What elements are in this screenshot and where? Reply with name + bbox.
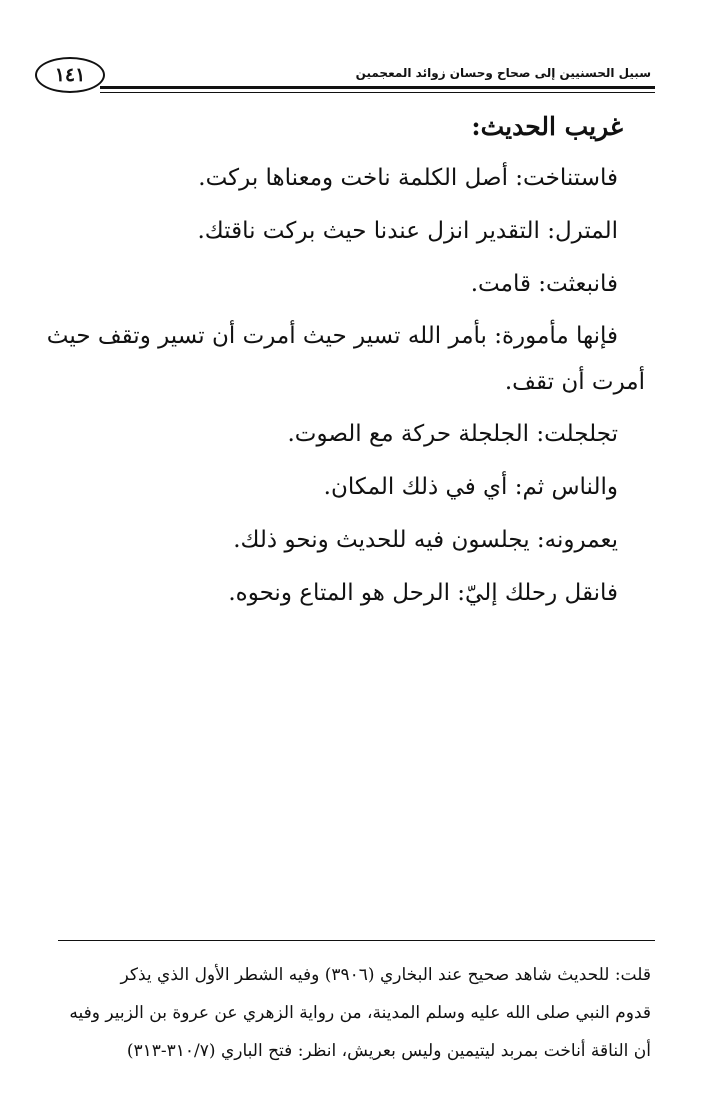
- entry-fainnaha-mamura: [46, 313, 645, 405]
- main-text: [46, 108, 645, 622]
- entry-fanqul-rahlaka: فانقل رحلك إليّ: الرحل هو المتاع ونحوه.: [228, 580, 618, 606]
- entry-yamurunahu: يعمرونه: يجلسون فيه للحديث ونحو ذلك.: [233, 527, 618, 553]
- footnote-rule: [58, 940, 655, 941]
- entry-fastanakhat: فاستناخت: أصل الكلمة ناخت ومعناها بركت.: [198, 165, 618, 191]
- section-heading: غريب الحديث:: [471, 112, 623, 141]
- entry-fainnaha-line-2: أمرت أن تقف.: [504, 369, 645, 395]
- header-rule-thin: [100, 92, 655, 93]
- footnote-line-2: قدوم النبي صلى الله عليه وسلم المدينة، من رواية الزهري عن عروة بن الزبير وفيه: [69, 1003, 651, 1023]
- entry-fainnaha-line-1: فإنها مأمورة: بأمر الله تسير حيث أمرت أن تسير وتقف حيث: [46, 323, 618, 349]
- running-title: سبيل الحسنيين إلى صحاح وحسان زوائد المعجمين: [355, 66, 651, 80]
- entry-tajaljalat: تجلجلت: الجلجلة حركة مع الصوت.: [287, 421, 618, 447]
- footnote-line-3: أن الناقة أناخت بمربد ليتيمين وليس بعريش، انظر: فتح الباري (٣١٠/٧-٣١٣): [126, 1041, 651, 1061]
- entry-almanzil: المترل: التقدير انزل عندنا حيث بركت ناقتك.: [197, 218, 618, 244]
- page-number: [35, 57, 105, 93]
- header-rule-thick: [100, 86, 655, 89]
- entry-wannas-thamma: والناس ثم: أي في ذلك المكان.: [323, 474, 618, 500]
- footnote: [58, 956, 651, 1070]
- entry-fanbaathat: فانبعثت: قامت.: [470, 271, 618, 297]
- footnote-line-1: قلت: للحديث شاهد صحيح عند البخاري (٣٩٠٦) وفيه الشطر الأول الذي يذكر: [120, 965, 651, 985]
- page-number-text: ١٤١: [54, 64, 86, 86]
